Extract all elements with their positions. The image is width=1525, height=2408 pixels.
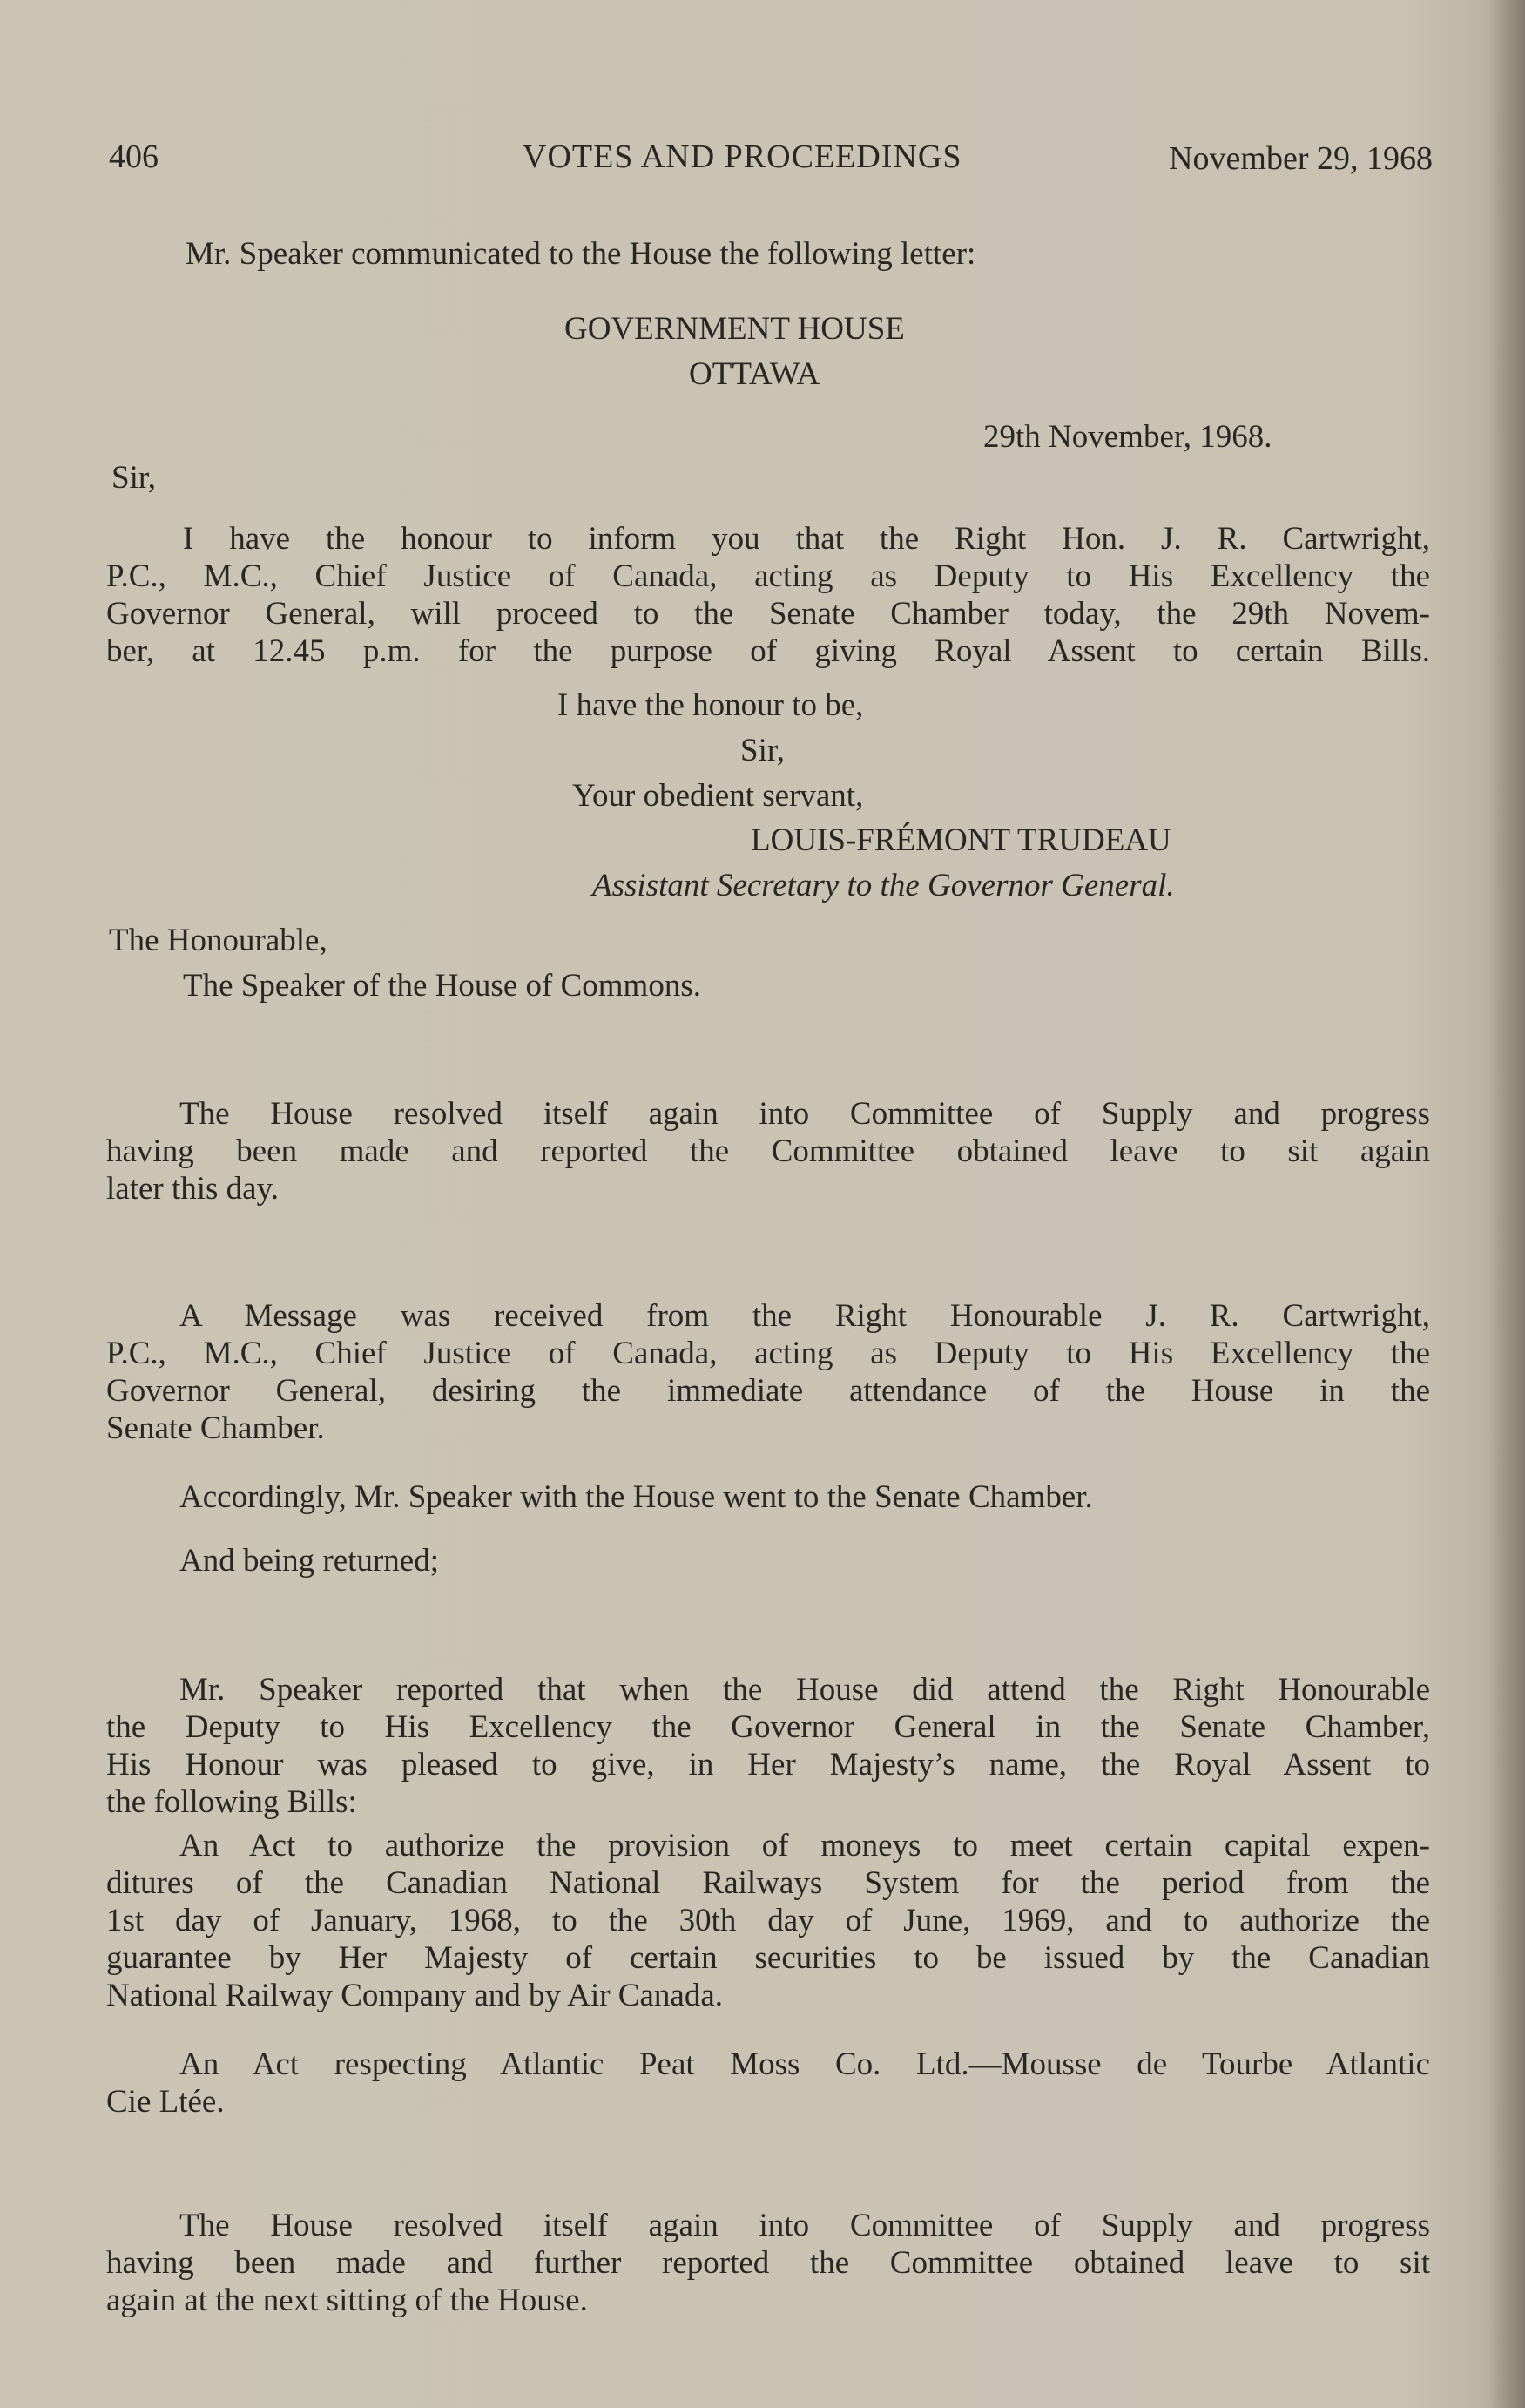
letter-salutation: Sir, — [111, 460, 156, 496]
text-line: An Act respecting Atlantic Peat Moss Co. Ltd.—Mousse de Tourbe Atlantic — [179, 2046, 1430, 2082]
text-line: Governor General, will proceed to the Senate Chamber today, the 29th Novem- — [106, 596, 1430, 632]
text-line: later this day. — [106, 1171, 279, 1207]
paragraph-message — [106, 1297, 1430, 1447]
letter-addressee: The Honourable, — [109, 923, 327, 958]
letter-signature-title: Assistant Secretary to the Governor General. — [592, 868, 1175, 903]
text-line: Senate Chamber. — [106, 1410, 325, 1446]
paragraph-returned: And being returned; — [179, 1543, 439, 1579]
text-line: having been made and reported the Committee obtained leave to sit again — [106, 1133, 1430, 1169]
letter-heading-ottawa: OTTAWA — [689, 356, 820, 392]
text-line: Cie Ltée. — [106, 2084, 225, 2120]
letter-closing-servant: Your obedient servant, — [572, 778, 864, 814]
letter-heading-government-house: GOVERNMENT HOUSE — [564, 311, 905, 347]
letter-closing-sir: Sir, — [740, 733, 785, 768]
text-line: His Honour was pleased to give, in Her Majesty’s name, the Royal Assent to — [106, 1747, 1430, 1782]
letter-closing: I have the honour to be, — [557, 687, 864, 723]
text-line: 1st day of January, 1968, to the 30th day of June, 1969, and to authorize the — [106, 1903, 1430, 1938]
letter-signature: LOUIS-FRÉMONT TRUDEAU — [751, 822, 1171, 858]
text-line: the Deputy to His Excellency the Governor General in the Senate Chamber, — [106, 1709, 1430, 1745]
text-line: National Railway Company and by Air Canada. — [106, 1978, 723, 2013]
paragraph-accordingly: Accordingly, Mr. Speaker with the House went to the Senate Chamber. — [179, 1479, 1093, 1515]
text-line: Governor General, desiring the immediate attendance of the House in the — [106, 1373, 1430, 1409]
running-header — [109, 138, 1433, 181]
text-line: P.C., M.C., Chief Justice of Canada, acting as Deputy to His Excellency the — [106, 1336, 1430, 1371]
text-line: guarantee by Her Majesty of certain securities to be issued by the Canadian — [106, 1940, 1430, 1976]
paragraph-act-cn-railways — [106, 1827, 1430, 2014]
paragraph-act-peat-moss — [106, 2046, 1430, 2121]
text-line: the following Bills: — [106, 1784, 357, 1820]
text-line: The House resolved itself again into Committee of Supply and progress — [179, 1096, 1430, 1132]
header-date: November 29, 1968 — [1169, 140, 1433, 177]
text-line: P.C., M.C., Chief Justice of Canada, acting as Deputy to His Excellency the — [106, 558, 1430, 594]
intro-line: Mr. Speaker communicated to the House the following letter: — [186, 236, 976, 272]
page-number: 406 — [109, 139, 159, 175]
text-line: ditures of the Canadian National Railways System for the period from the — [106, 1865, 1430, 1901]
paragraph-committee-of-supply — [106, 1095, 1430, 1207]
text-line: An Act to authorize the provision of moneys to meet certain capital expen- — [179, 1828, 1430, 1863]
header-title: VOTES AND PROCEEDINGS — [523, 139, 962, 175]
paragraph-committee-of-supply-further — [106, 2207, 1430, 2319]
text-line: A Message was received from the Right Honourable J. R. Cartwright, — [179, 1298, 1430, 1334]
text-line: I have the honour to inform you that the Right Hon. J. R. Cartwright, — [183, 521, 1430, 557]
text-line: ber, at 12.45 p.m. for the purpose of giving Royal Assent to certain Bills. — [106, 633, 1430, 669]
text-line: The House resolved itself again into Committee of Supply and progress — [179, 2208, 1430, 2243]
letter-date: 29th November, 1968. — [983, 419, 1272, 455]
text-line: Mr. Speaker reported that when the House did attend the Right Honourable — [179, 1672, 1430, 1708]
text-line: having been made and further reported the Committee obtained leave to sit — [106, 2245, 1430, 2281]
paragraph-royal-assent — [106, 1671, 1430, 1821]
text-line: again at the next sitting of the House. — [106, 2283, 588, 2318]
letter-addressee-speaker: The Speaker of the House of Commons. — [183, 968, 701, 1004]
letter-body — [106, 520, 1430, 670]
